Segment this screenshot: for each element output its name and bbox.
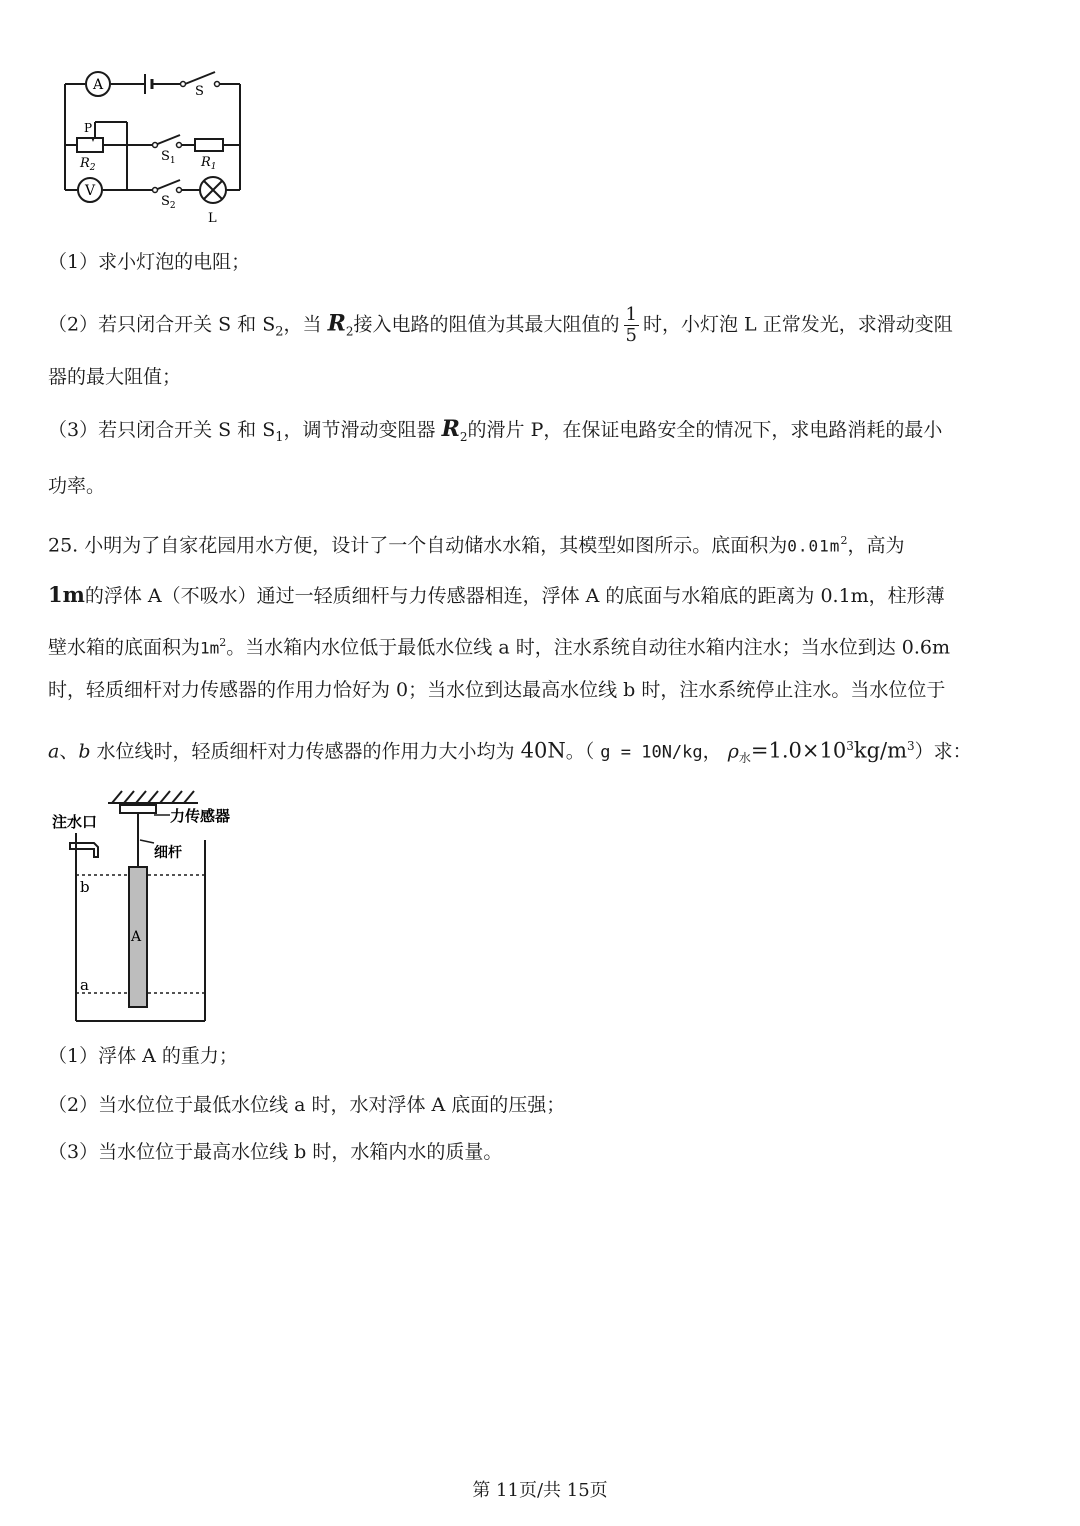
circuit-diagram <box>55 62 255 227</box>
line-a-label: a <box>80 976 89 994</box>
slider-label: P <box>84 121 93 135</box>
sensor-label: 力传感器 <box>170 807 231 825</box>
rheostat-label: $R_2$ <box>80 156 96 173</box>
q25-line4: 时，轻质细杆对力传感器的作用力恰好为 0；当水位到达最高水位线 b 时，注水系统停止注水。当水位位于 <box>48 679 946 701</box>
q25-line3: 壁水箱的底面积为$1m^2$。当水箱内水位低于最低水位线 a 时，注水系统自动往水箱内注水；当水位到达 0.6m <box>48 636 950 659</box>
battery-icon <box>145 74 152 94</box>
q24-part3-cont: 功率。 <box>48 475 106 497</box>
voltmeter-label: V <box>84 183 96 199</box>
q24-part2-cont: 器的最大阻值； <box>48 366 182 388</box>
line-b-label: b <box>80 878 90 896</box>
q25-line5: a、b 水位线时，轻质细杆对力传感器的作用力大小均为 40N。（ g = 10N/kg， $\rho_水=1.0\times 10^3kg/m^3$）求： <box>48 738 972 766</box>
force-sensor <box>120 805 156 813</box>
q25-part2: （2）当水位位于最低水位线 a 时，水对浮体 A 底面的压强； <box>48 1094 566 1116</box>
q25-part1: （1）浮体 A 的重力； <box>48 1045 238 1067</box>
rheostat-icon <box>77 138 103 152</box>
faucet-icon <box>70 833 98 857</box>
fraction-one-fifth: $\frac{1}{5}$ <box>625 304 637 346</box>
resistor-icon <box>195 139 223 151</box>
ammeter-label: A <box>92 77 104 93</box>
q25-part3: （3）当水位位于最高水位线 b 时，水箱内水的质量。 <box>48 1141 503 1163</box>
switch-s2-label: $S_2$ <box>161 194 176 211</box>
q24-part2: （2）若只闭合开关 S 和 $S_2$，当 $R_2$接入电路的阻值为其最大阻值的 $\frac{1}{5}$ 时，小灯泡 L 正常发光，求滑动变阻 <box>48 304 953 346</box>
switch-s-label: S <box>195 84 204 99</box>
q25-line2: 1m的浮体 A（不吸水）通过一轻质细杆与力传感器相连，浮体 A 的底面与水箱底的距离为 0.1m，柱形薄 <box>48 582 945 607</box>
rod-label: 细杆 <box>154 845 182 861</box>
q24-part3: （3）若只闭合开关 S 和 $S_1$，调节滑动变阻器 $R_2$的滑片 P，在保证电路安全的情况下，求电路消耗的最小 <box>48 416 943 445</box>
page-footer: 第 11页/共 15页 <box>472 1480 608 1501</box>
q24-part1: （1）求小灯泡的电阻； <box>48 251 251 273</box>
inlet-label: 注水口 <box>52 813 98 831</box>
q25-line1: 25. 小明为了自家花园用水方便，设计了一个自动储水水箱，其模型如图所示。底面积为$0.01m^2$，高为 <box>48 534 905 557</box>
water-tank-diagram <box>50 785 290 1025</box>
lamp-icon <box>200 177 226 203</box>
resistor-label: $R_1$ <box>201 155 217 172</box>
lamp-label: L <box>208 211 217 226</box>
float-label: A <box>131 929 142 945</box>
switch-s1-label: $S_1$ <box>161 149 176 166</box>
